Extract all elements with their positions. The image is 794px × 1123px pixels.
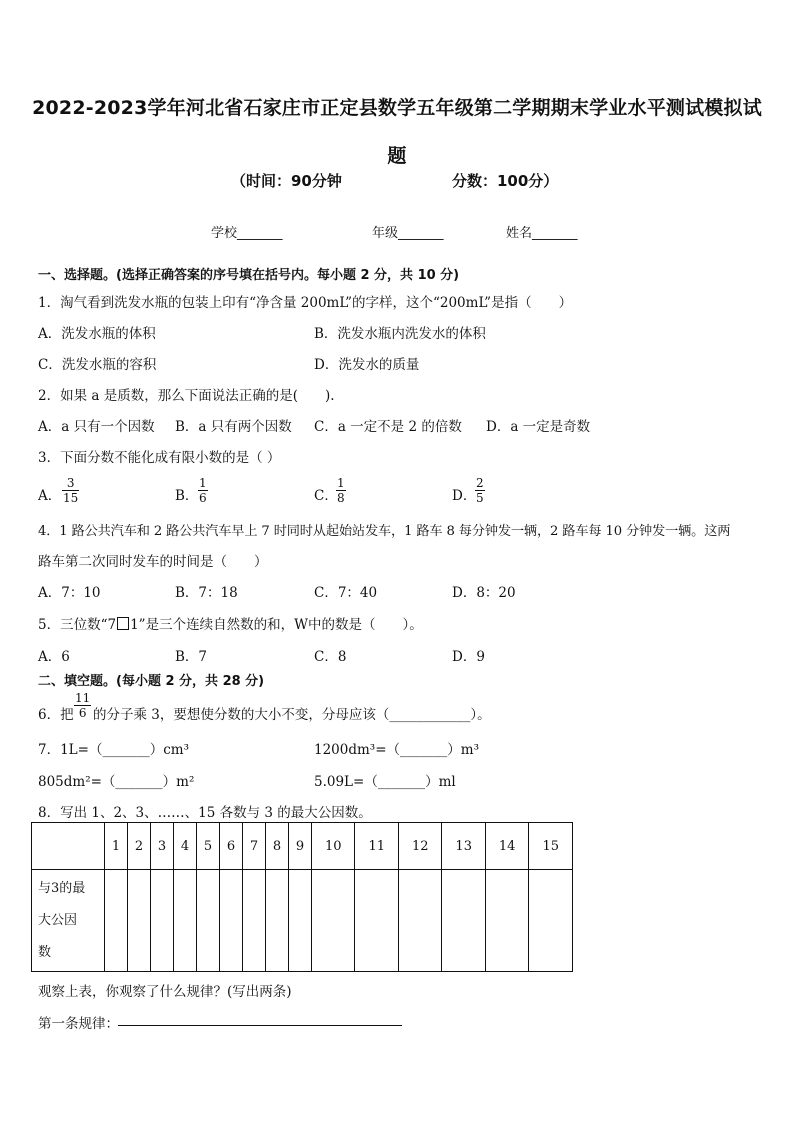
gcd-header-cell: 13 bbox=[442, 823, 485, 870]
gcd-table-answer-row bbox=[32, 870, 573, 972]
q6-fraction bbox=[74, 691, 91, 720]
gcd-header-cell: 4 bbox=[174, 823, 197, 870]
gcd-answer-cell[interactable] bbox=[197, 870, 220, 972]
q3-option-c-label: C． bbox=[314, 488, 338, 504]
q3-option-b-fraction bbox=[198, 476, 208, 505]
gcd-row-label-line: 大公因 bbox=[38, 912, 78, 928]
q7-blank-d: 5.09L=（_______）ml bbox=[314, 774, 456, 790]
exam-subtitle bbox=[0, 170, 794, 194]
time-limit: （时间：90分钟 bbox=[231, 172, 342, 190]
q1-option-d: D．洗发水的质量 bbox=[314, 357, 420, 373]
q3-option-c-fraction bbox=[336, 476, 346, 505]
gcd-answer-cell[interactable] bbox=[105, 870, 128, 972]
school-field: 学校_______ bbox=[211, 226, 283, 241]
q7-blank-c: 805dm²=（_______）m² bbox=[38, 774, 195, 790]
total-score: 分数：100分） bbox=[452, 172, 559, 190]
grade-field: 年级_______ bbox=[372, 226, 444, 241]
q3-c-numerator: 1 bbox=[337, 476, 345, 490]
gcd-header-cell: 3 bbox=[151, 823, 174, 870]
section1-heading: 一、选择题。(选择正确答案的序号填在括号内。每小题 2 分，共 10 分) bbox=[38, 268, 460, 283]
gcd-header-cell: 11 bbox=[355, 823, 398, 870]
q3-a-numerator: 3 bbox=[66, 476, 75, 490]
q5-option-b: B．7 bbox=[175, 649, 208, 665]
q3-a-denominator: 15 bbox=[63, 491, 79, 505]
q3-option-d-label: D． bbox=[452, 488, 477, 504]
gcd-header-cell: 6 bbox=[220, 823, 243, 870]
q5-option-c: C．8 bbox=[314, 649, 347, 665]
q3-option-d-fraction bbox=[475, 476, 485, 505]
q7-blank-a: 7．1L=（_______）cm³ bbox=[38, 742, 189, 758]
gcd-answer-cell[interactable] bbox=[220, 870, 243, 972]
q6-denominator: 6 bbox=[74, 705, 91, 720]
q4-option-a: A．7：10 bbox=[38, 585, 101, 601]
q5-option-a: A．6 bbox=[38, 649, 70, 665]
gcd-answer-cell[interactable] bbox=[174, 870, 197, 972]
gcd-header-cell: 15 bbox=[529, 823, 573, 870]
blank-square-icon bbox=[117, 617, 129, 630]
q3-stem: 3．下面分数不能化成有限小数的是（ ） bbox=[38, 450, 281, 466]
gcd-header-cell: 9 bbox=[289, 823, 312, 870]
gcd-header-cell: 2 bbox=[128, 823, 151, 870]
q1-option-b: B．洗发水瓶内洗发水的体积 bbox=[314, 326, 486, 342]
gcd-row-label bbox=[32, 870, 105, 972]
q4-stem-line1: 4．1 路公共汽车和 2 路公共汽车早上 7 时同时从起始站发车，1 路车 8 每分钟发一辆，2 路车每 10 分钟发一辆。这两 bbox=[38, 524, 731, 539]
gcd-answer-cell[interactable] bbox=[151, 870, 174, 972]
q6-pre: 6．把 bbox=[38, 707, 74, 723]
q3-d-numerator: 2 bbox=[476, 476, 484, 490]
gcd-row-label-line: 数 bbox=[38, 944, 52, 960]
q2-option-c: C．a 一定不是 2 的倍数 bbox=[314, 419, 462, 435]
q8-rule1-label: 第一条规律： bbox=[38, 1016, 119, 1032]
gcd-answer-cell[interactable] bbox=[529, 870, 573, 972]
gcd-answer-cell[interactable] bbox=[312, 870, 355, 972]
q4-option-c: C．7：40 bbox=[314, 585, 378, 601]
name-field: 姓名_______ bbox=[506, 226, 578, 241]
gcd-answer-cell[interactable] bbox=[128, 870, 151, 972]
q4-option-b: B．7：18 bbox=[175, 585, 238, 601]
q8-rule1-answer-line[interactable] bbox=[118, 1025, 402, 1026]
q2-stem: 2．如果 a 是质数，那么下面说法正确的是( ). bbox=[38, 388, 335, 404]
q2-option-a: A．a 只有一个因数 bbox=[38, 419, 155, 435]
gcd-row-label-line: 与3的最 bbox=[38, 880, 86, 896]
gcd-header-cell: 8 bbox=[266, 823, 289, 870]
gcd-table-header-row bbox=[32, 823, 573, 870]
q4-option-d: D．8：20 bbox=[452, 585, 516, 601]
gcd-answer-cell[interactable] bbox=[485, 870, 528, 972]
gcd-header-cell: 10 bbox=[312, 823, 355, 870]
gcd-header-cell: 14 bbox=[485, 823, 528, 870]
gcd-header-cell: 7 bbox=[243, 823, 266, 870]
gcd-table bbox=[31, 822, 573, 972]
q8-stem: 8．写出 1、2、3、……、15 各数与 3 的最大公因数。 bbox=[38, 805, 372, 821]
gcd-header-cell: 5 bbox=[197, 823, 220, 870]
exam-title: 2022-2023学年河北省石家庄市正定县数学五年级第二学期期末学业水平测试模拟试题 bbox=[32, 97, 762, 167]
q3-option-a-fraction bbox=[62, 476, 79, 505]
q1-option-a: A．洗发水瓶的体积 bbox=[38, 326, 156, 342]
gcd-header-cell: 12 bbox=[398, 823, 441, 870]
q3-b-denominator: 6 bbox=[199, 491, 207, 505]
q8-observe-prompt: 观察上表，你观察了什么规律？(写出两条) bbox=[38, 984, 292, 1000]
q5-stem-post: 1”是三个连续自然数的和，W中的数是（ ）。 bbox=[130, 617, 423, 633]
q5-stem-pre: 5．三位数“7 bbox=[38, 617, 117, 633]
q5-stem bbox=[38, 613, 423, 633]
q7-blank-b: 1200dm³=（_______）m³ bbox=[314, 742, 479, 758]
q1-option-c: C．洗发水瓶的容积 bbox=[38, 357, 157, 373]
q4-stem-line2: 路车第二次同时发车的时间是（ ） bbox=[38, 554, 268, 570]
gcd-answer-cell[interactable] bbox=[266, 870, 289, 972]
student-info bbox=[0, 222, 794, 242]
q3-option-b-label: B． bbox=[175, 488, 199, 504]
gcd-header-cell: 1 bbox=[105, 823, 128, 870]
q2-option-d: D．a 一定是奇数 bbox=[486, 419, 591, 435]
gcd-answer-cell[interactable] bbox=[355, 870, 398, 972]
q1-stem: 1．淘气看到洗发水瓶的包装上印有“净含量 200mL”的字样，这个“200mL”是指（ ） bbox=[38, 295, 573, 311]
gcd-answer-cell[interactable] bbox=[243, 870, 266, 972]
gcd-table-corner bbox=[32, 823, 105, 870]
section2-heading: 二、填空题。(每小题 2 分，共 28 分) bbox=[38, 674, 265, 689]
q3-d-denominator: 5 bbox=[476, 491, 484, 505]
gcd-answer-cell[interactable] bbox=[442, 870, 485, 972]
q5-option-d: D．9 bbox=[452, 649, 485, 665]
q3-option-a-label: A． bbox=[38, 488, 62, 504]
q6-numerator: 11 bbox=[75, 691, 91, 705]
q6-post: 的分子乘 3，要想使分数的大小不变，分母应该（____________）。 bbox=[93, 707, 491, 723]
q3-b-numerator: 1 bbox=[199, 476, 207, 490]
q3-c-denominator: 8 bbox=[337, 491, 345, 505]
gcd-answer-cell[interactable] bbox=[398, 870, 441, 972]
gcd-answer-cell[interactable] bbox=[289, 870, 312, 972]
q2-option-b: B．a 只有两个因数 bbox=[175, 419, 292, 435]
